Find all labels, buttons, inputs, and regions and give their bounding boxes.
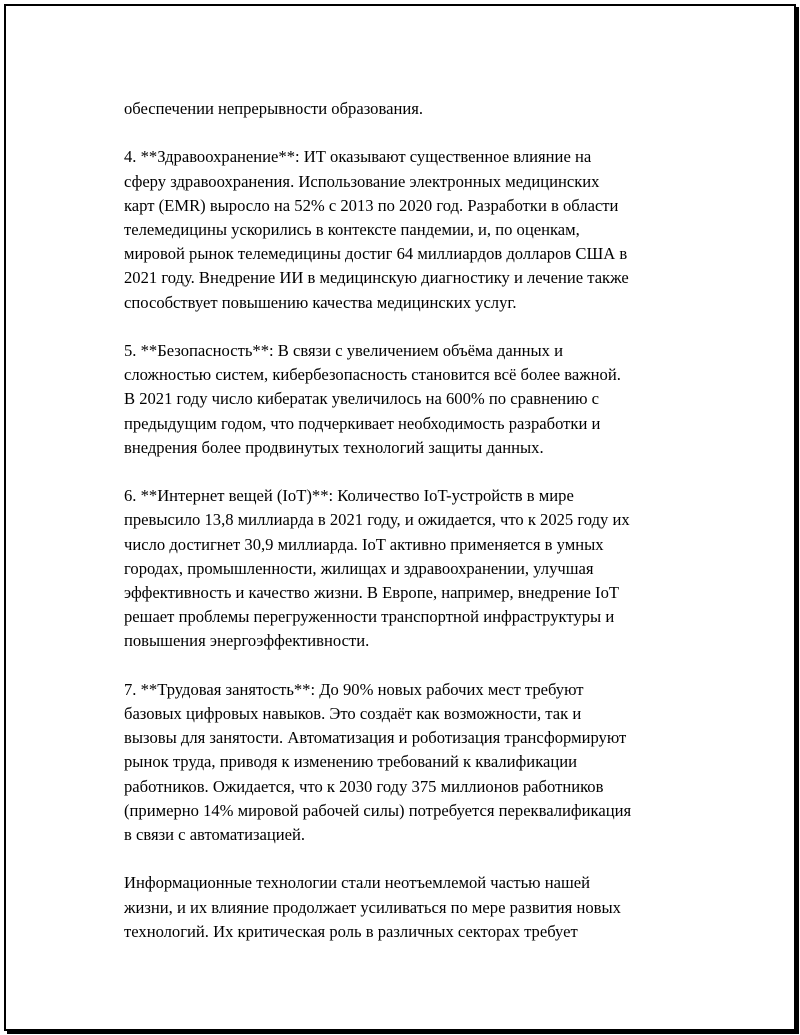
- text-line: сферу здравоохранения. Использование электронных медицинских: [124, 171, 600, 191]
- text-line: рынок труда, приводя к изменению требований к квалификации: [124, 752, 578, 772]
- text-line: способствует повышению качества медицинских услуг.: [124, 292, 517, 312]
- text-line: базовых цифровых навыков. Это создаёт как возможности, так и: [124, 704, 582, 724]
- text-line: 6. **Интернет вещей (IoT)**: Количество IoT-устройств в мире: [124, 486, 574, 506]
- text-line: жизни, и их влияние продолжает усиливаться по мере развития новых: [124, 897, 621, 917]
- paragraph-education-tail: [124, 97, 704, 121]
- text-line: работников. Ожидается, что к 2030 году 375 миллионов работников: [124, 776, 604, 796]
- text-line: В 2021 году число кибератак увеличилось на 600% по сравнению с: [124, 389, 599, 409]
- text-line: предыдущим годом, что подчеркивает необходимость разработки и: [124, 413, 601, 433]
- text-line: 5. **Безопасность**: В связи с увеличением объёма данных и: [124, 341, 563, 360]
- document-body: [124, 97, 704, 968]
- paragraph-healthcare: [124, 145, 704, 314]
- text-line: Информационные технологии стали неотъемлемой частью нашей: [124, 873, 590, 893]
- text-line: (примерно 14% мировой рабочей силы) потребуется переквалификация: [124, 800, 632, 820]
- text-line: решает проблемы перегруженности транспортной инфраструктуры и: [124, 607, 615, 627]
- text-line: мировой рынок телемедицины достиг 64 миллиардов долларов США в: [124, 244, 628, 264]
- paragraph-iot: [124, 484, 704, 653]
- text-line: обеспечении непрерывности образования.: [124, 99, 423, 118]
- text-line: превысило 13,8 миллиарда в 2021 году, и ожидается, что к 2025 году их: [124, 510, 630, 530]
- text-line: карт (EMR) выросло на 52% с 2013 по 2020 год. Разработки в области: [124, 195, 619, 215]
- paragraph-employment: [124, 678, 704, 847]
- text-line: 7. **Трудовая занятость**: До 90% новых рабочих мест требуют: [124, 679, 584, 699]
- paragraph-security: [124, 339, 704, 460]
- text-line: телемедицины ускорились в контексте пандемии, и, по оценкам,: [124, 220, 580, 239]
- paragraph-conclusion: [124, 871, 704, 944]
- text-line: 2021 году. Внедрение ИИ в медицинскую диагностику и лечение также: [124, 268, 629, 288]
- text-line: число достигнет 30,9 миллиарда. IoT активно применяется в умных: [124, 534, 604, 554]
- text-line: технологий. Их критическая роль в различных секторах требует: [124, 921, 578, 941]
- text-line: городах, промышленности, жилищах и здравоохранении, улучшая: [124, 558, 594, 578]
- text-line: эффективность и качество жизни. В Европе, например, внедрение IoT: [124, 583, 620, 603]
- text-line: повышения энергоэффективности.: [124, 631, 370, 651]
- text-line: вызовы для занятости. Автоматизация и роботизация трансформируют: [124, 728, 627, 748]
- text-line: 4. **Здравоохранение**: ИТ оказывают существенное влияние на: [124, 147, 592, 167]
- text-line: внедрения более продвинутых технологий защиты данных.: [124, 437, 544, 457]
- text-line: сложностью систем, кибербезопасность становится всё более важной.: [124, 365, 621, 385]
- document-page: [4, 4, 796, 1031]
- text-line: в связи с автоматизацией.: [124, 825, 306, 845]
